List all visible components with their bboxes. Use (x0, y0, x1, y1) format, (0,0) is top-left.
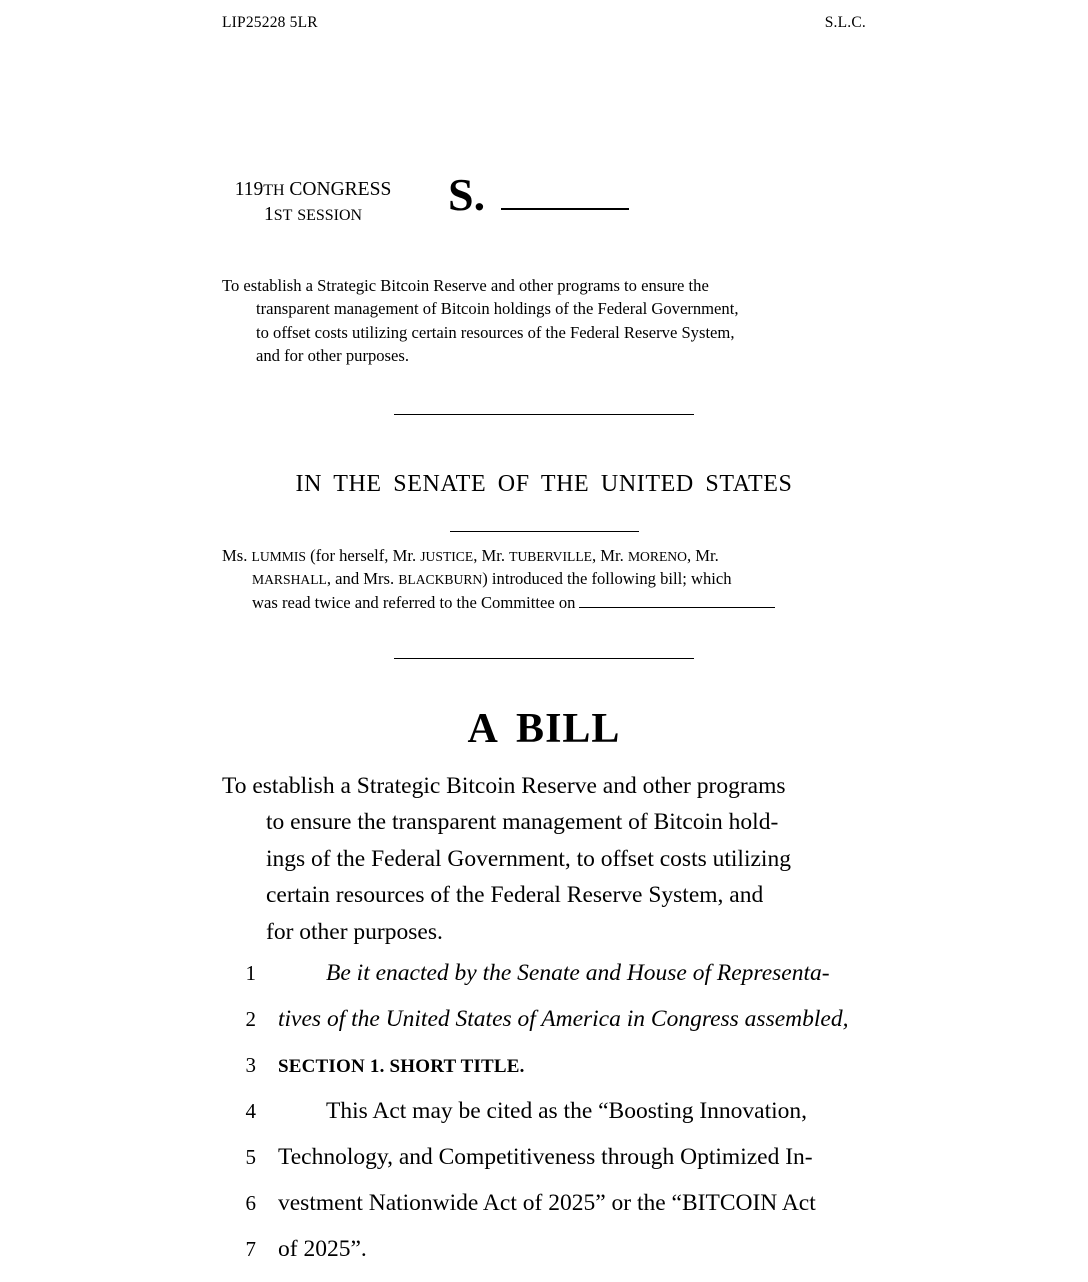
body-line (222, 1006, 882, 1052)
congress-session (222, 172, 404, 228)
long-title (222, 274, 864, 368)
bill-heading: A BILL (467, 706, 621, 752)
line-number: 4 (245, 1099, 256, 1123)
divider-rule-top (394, 414, 694, 415)
bill-body (222, 960, 882, 1282)
line-text: Be it enacted by the Senate and House of Representa- (326, 960, 830, 986)
purpose-line-1: To establish a Strategic Bitcoin Reserve and other programs (222, 773, 786, 799)
chamber-heading: IN THE SENATE OF THE UNITED STATES (295, 471, 793, 497)
body-line (222, 1144, 882, 1190)
bill-purpose (222, 768, 864, 950)
line-number: 6 (245, 1191, 256, 1215)
divider-rule-bottom (394, 658, 694, 659)
body-line (222, 1190, 882, 1236)
section-heading: SECTION 1. SHORT TITLE. (278, 1056, 525, 1077)
bill-number-block (448, 169, 629, 220)
congress-number: 119TH CONGRESS (234, 179, 392, 200)
congress-block (222, 169, 864, 228)
line-number: 3 (245, 1053, 256, 1077)
long-title-line-1: To establish a Strategic Bitcoin Reserve and other programs to ensure the (222, 276, 709, 295)
line-text: tives of the United States of America in Congress assembled, (278, 1006, 849, 1032)
line-text: This Act may be cited as the “Boosting Innovation, (326, 1098, 808, 1124)
purpose-line-4: certain resources of the Federal Reserve System, and (266, 882, 764, 909)
body-line (222, 1052, 882, 1098)
sponsors-line-2: MARSHALL, and Mrs. BLACKBURN) introduced the following bill; which (252, 569, 732, 589)
line-text: vestment Nationwide Act of 2025” or the “BITCOIN Act (278, 1190, 816, 1216)
body-line (222, 1098, 882, 1144)
sponsors-line-3: was read twice and referred to the Committee on (252, 592, 576, 612)
sponsors-line-1: Ms. LUMMIS (for herself, Mr. JUSTICE, Mr. TUBERVILLE, Mr. MORENO, Mr. (222, 546, 719, 565)
line-number: 7 (245, 1237, 256, 1261)
body-line (222, 1236, 882, 1282)
purpose-line-5: for other purposes. (266, 918, 443, 945)
committee-blank (579, 593, 775, 608)
body-line (222, 960, 882, 1006)
line-number: 5 (245, 1145, 256, 1169)
purpose-line-3: ings of the Federal Government, to offset costs utilizing (266, 845, 791, 872)
line-number: 2 (245, 1007, 256, 1031)
sponsors-block (222, 544, 864, 614)
bill-prefix: S. (448, 169, 486, 220)
long-title-line-4: and for other purposes. (256, 346, 409, 366)
long-title-line-2: transparent management of Bitcoin holdings of the Federal Government, (256, 299, 739, 319)
document-id: LIP25228 5LR (222, 14, 318, 31)
classification-label: S.L.C. (824, 14, 866, 31)
bill-number-blank (501, 178, 629, 210)
line-text: Technology, and Competitiveness through Optimized In- (278, 1144, 813, 1170)
purpose-line-2: to ensure the transparent management of Bitcoin hold- (266, 809, 779, 836)
running-head (222, 14, 866, 32)
line-number: 1 (245, 961, 256, 985)
divider-rule-short (450, 531, 639, 532)
session-number: 1ST SESSION (263, 203, 363, 225)
line-text: of 2025”. (278, 1236, 367, 1262)
long-title-line-3: to offset costs utilizing certain resources of the Federal Reserve System, (256, 322, 735, 342)
